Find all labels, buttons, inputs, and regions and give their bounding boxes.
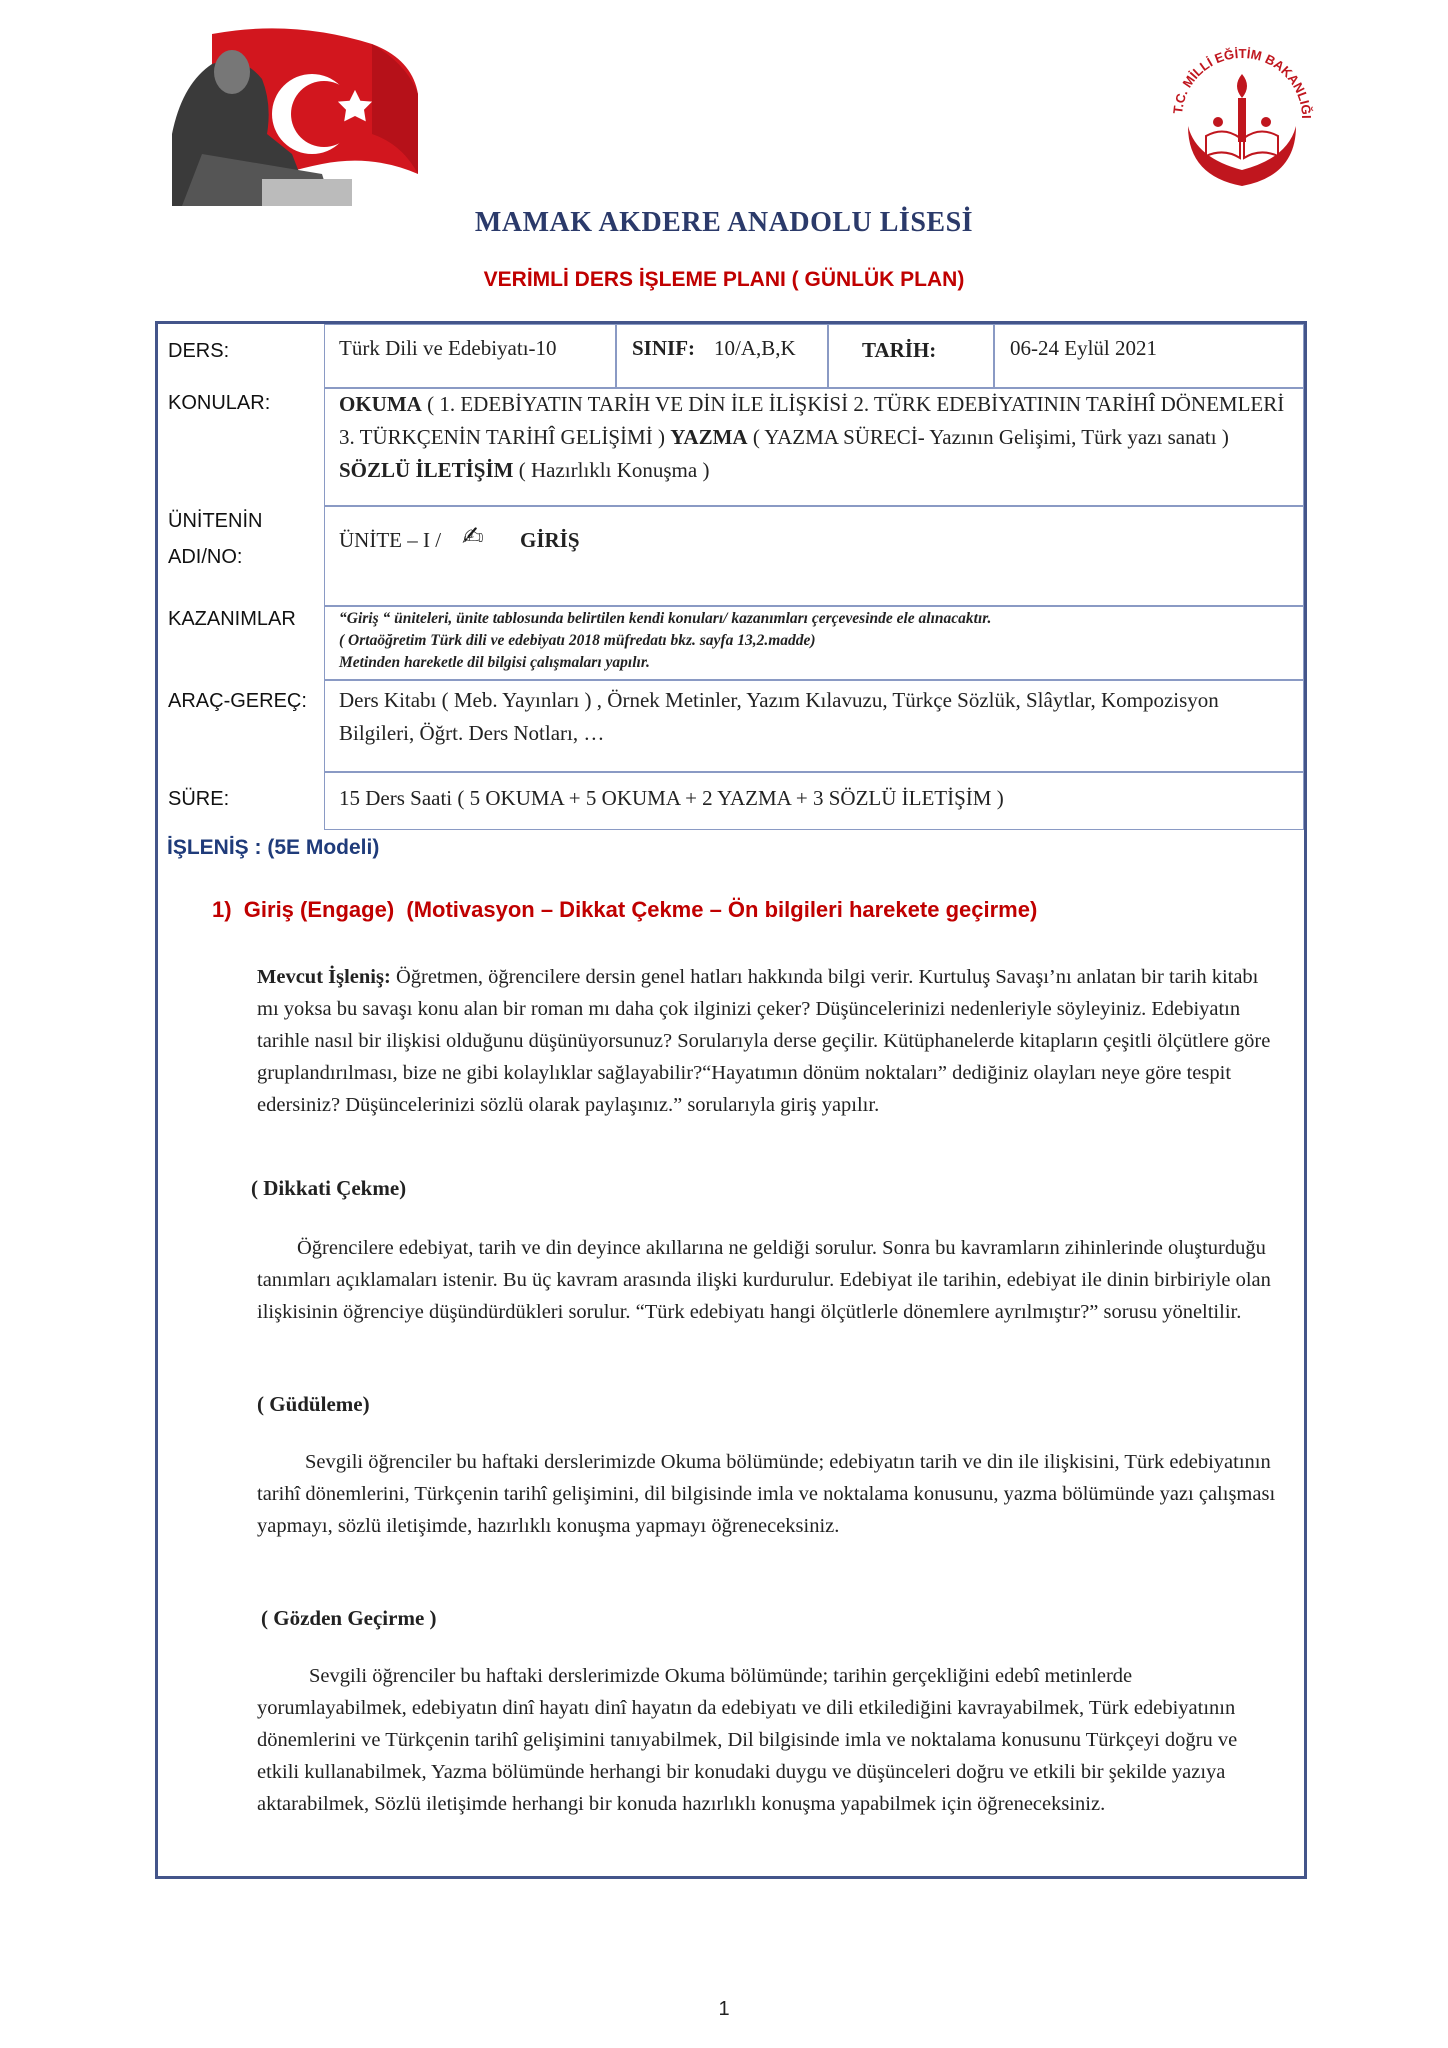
islenis-heading: İŞLENİŞ : (5E Modeli) [167, 836, 380, 859]
tarih-label: TARİH: [862, 338, 937, 362]
sinif-value: 10/A,B,K [714, 336, 796, 360]
konular-yazma: YAZMA [670, 425, 748, 449]
ders-row [158, 324, 1304, 388]
quill-pen-icon: ✍ [462, 522, 484, 552]
konular-label: KONULAR: [168, 392, 271, 414]
unite-label-1: ÜNİTENİN [168, 510, 263, 532]
unite-cell [324, 506, 1304, 606]
ataturk-flag-photo [172, 24, 420, 206]
kazanim-line-3: Metinden hareketle dil bilgisi çalışmaları yapılır. [339, 654, 650, 671]
gozden-paragraph: Sevgili öğrenciler bu haftaki derslerimizde Okuma bölümünde; tarihin gerçekliğini edebî metinlerde yorumlayabilmek, edebiyatın dinî hayatı dinî hayatın da edebiyatı ve dili etkilediğini kavrayabilmek, Türk edebiyatının dönemlerini ve Türkçenin tarihî gelişimini tanıyabilmek, Dil bilgisinde imla ve noktalama konusunu Türkçeyi doğru ve etkili kullanabilmek, Yazma bölümünde herhangi bir konudaki duygu ve düşünceleri doğru ve etkili bir şekilde yazıya aktarabilmek, Sözlü iletişimde herhangi bir konuda hazırlıklı konuşma yapabilmek için öğreneceksiniz. [257, 1665, 1238, 1815]
arac-value: Ders Kitabı ( Meb. Yayınları ) , Örnek Metinler, Yazım Kılavuzu, Türkçe Sözlük, Slâytlar, Kompozisyon Bilgileri, Öğrt. Ders Notları, … [339, 688, 1219, 745]
kazanim-line-2: ( Ortaöğretim Türk dili ve edebiyatı 2018 müfredatı bkz. sayfa 13,2.madde) [339, 632, 816, 649]
konular-text3: ( Hazırlıklı Konuşma ) [513, 458, 710, 482]
sinif-label: SINIF: [632, 336, 696, 360]
unite-row [158, 506, 1304, 606]
dikkat-heading: ( Dikkati Çekme) [251, 1176, 407, 1200]
konular-row [158, 388, 1304, 506]
arac-label: ARAÇ-GEREÇ: [168, 690, 307, 712]
sure-value: 15 Ders Saati ( 5 OKUMA + 5 OKUMA + 2 YAZMA + 3 SÖZLÜ İLETİŞİM ) [339, 786, 1004, 810]
konular-text2: ( YAZMA SÜRECİ- Yazının Gelişimi, Türk yazı sanatı ) [747, 425, 1229, 449]
unite-value: ÜNİTE – I / [339, 528, 442, 552]
unite-label-2: ADI/NO: [168, 546, 243, 568]
ders-value: Türk Dili ve Edebiyatı-10 [339, 336, 557, 360]
step-1-heading: 1) Giriş (Engage) (Motivasyon – Dikkat Çekme – Ön bilgileri harekete geçirme) [212, 897, 1038, 922]
school-title: MAMAK AKDERE ANADOLU LİSESİ [474, 207, 974, 238]
kazanim-line-1: “Giriş “ üniteleri, ünite tablosunda belirtilen kendi konuları/ kazanımları çerçevesinde ele alınacaktır. [339, 610, 992, 627]
mevcut-paragraph [257, 961, 1277, 1121]
konular-sozlu: SÖZLÜ İLETİŞİM [339, 458, 514, 482]
mevcut-text: Öğretmen, öğrencilere dersin genel hatları hakkında bilgi verir. Kurtuluş Savaşı’nı anlatan bir tarih kitabı mı yoksa bu savaşı konu alan bir roman mı daha çok ilginizi çeker? Düşüncelerinizi nedenleriyle söyleyiniz. Edebiyatın tarihle nasıl bir ilişkisi olduğunu düşünüyorsunuz? Sorularıyla derse geçilir. Kütüphanelerde kitapların çeşitli ölçütlere göre gruplandırılması, bize ne gibi kolaylıklar sağlayabilir?“Hayatımın dönüm noktaları” dediğiniz olayları neye göre tespit edersiniz? Düşüncelerinizi sözlü olarak paylaşınız.” sorularıyla giriş yapılır. [257, 966, 1271, 1116]
konular-okuma: OKUMA [339, 392, 422, 416]
mevcut-label: Mevcut İşleniş: [257, 966, 391, 988]
seal-text: T.C. MİLLİ EĞİTİM BAKANLIĞI [1170, 45, 1315, 119]
kazanim-row [158, 606, 1304, 680]
ders-label: DERS: [168, 340, 230, 362]
konular-text1: ( 1. EDEBİYATIN TARİH VE DİN İLE İLİŞKİSİ 2. TÜRK EDEBİYATININ TARİHÎ DÖNEMLERİ 3. TÜRKÇENİN TARİHÎ GELİŞİMİ ) [339, 392, 1285, 449]
gozden-heading: ( Gözden Geçirme ) [261, 1606, 437, 1630]
kazanim-label: KAZANIMLAR [168, 608, 296, 630]
konular-value [339, 388, 1289, 487]
gudu-paragraph: Sevgili öğrenciler bu haftaki derslerimizde Okuma bölümünde; edebiyatın tarih ve din ile ilişkisini, Türk edebiyatının tarihî dönemlerini, Türkçenin tarihî gelişimini, dil bilgisinde imla ve noktalama konusunu, yazma bölümünde yazı çalışması yapmayı, sözlü iletişimde, hazırlıklı konuşma yapmayı öğreneceksiniz. [257, 1451, 1276, 1537]
unite-name: GİRİŞ [520, 528, 580, 552]
gudu-heading: ( Güdüleme) [257, 1392, 370, 1416]
page-number: 1 [718, 1998, 730, 2020]
sure-label: SÜRE: [168, 788, 230, 810]
sure-row [158, 772, 1304, 830]
plan-title: VERİMLİ DERS İŞLEME PLANI ( GÜNLÜK PLAN) [483, 268, 965, 291]
tarih-value: 06-24 Eylül 2021 [1010, 336, 1157, 360]
dikkat-paragraph: Öğrencilere edebiyat, tarih ve din deyince akıllarına ne geldiği sorulur. Sonra bu kavramların zihinlerinde oluşturduğu tanımları açıklamaları istenir. Bu üç kavram arasında ilişki kurdurulur. Edebiyat ile tarihin, edebiyat ile dinin birbiriyle olan ilişkisinin öğrenciye düşündürdükleri sorulur. “Türk edebiyatı hangi ölçütlerle dönemlere ayrılmıştır?” sorusu yöneltilir. [257, 1237, 1271, 1323]
arac-row [158, 680, 1304, 772]
meb-seal-icon [1158, 26, 1326, 194]
